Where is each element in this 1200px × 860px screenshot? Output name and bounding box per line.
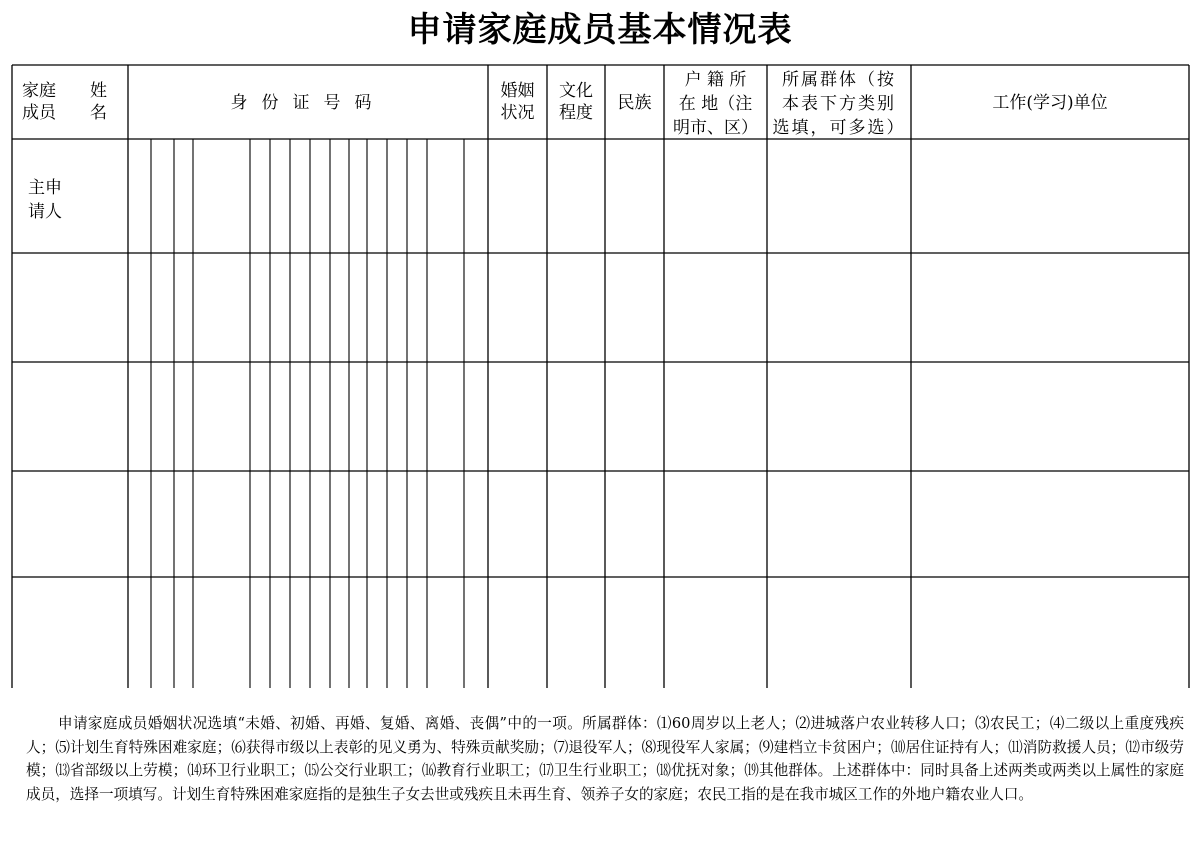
header-education-line-2: 程度 — [559, 103, 593, 123]
header-household-registration — [664, 68, 767, 140]
id-digit-cells — [151, 139, 464, 688]
header-marital-status — [488, 80, 547, 124]
header-education-line-1: 文化 — [559, 81, 593, 101]
header-education — [547, 80, 605, 124]
header-group-line-1: 所属群体（按 — [782, 70, 896, 90]
header-group-line-2: 本表下方类别 — [782, 94, 896, 114]
row-member-label-line-1: 主申 — [28, 178, 62, 198]
header-group — [767, 68, 911, 140]
header-member-line-1: 家庭 姓 — [22, 81, 107, 101]
header-work-unit: 工作(学习)单位 — [992, 93, 1108, 113]
row-member-label-line-2: 请人 — [28, 202, 62, 222]
header-member-name — [22, 80, 122, 124]
form-title: 申请家庭成员基本情况表 — [407, 10, 793, 50]
header-marital-line-1: 婚姻 — [500, 81, 535, 101]
header-group-line-3: 选填，可多选） — [772, 118, 906, 138]
header-member-line-2: 成员 名 — [22, 103, 107, 123]
header-id-number: 身份证号码 — [230, 93, 386, 113]
form-notes: 申请家庭成员婚姻状况选填“未婚、初婚、再婚、复婚、离婚、丧偶”中的一项。所属群体：⑴60周岁以上老人；⑵进城落户农业转移人口；⑶农民工；⑷二级以上重度残疾人；⑸计划生育特殊困难家庭；⑹获得市级以上表彰的见义勇为、特殊贡献奖励；⑺退役军人；⑻现役军人家属；⑼建档立卡贫困户；⑽居住证持有人；⑾消防救援人员；⑿市级劳模；⒀省部级以上劳模；⒁环卫行业职工；⒂公交行业职工；⒃教育行业职工；⒄卫生行业职工；⒅优抚对象；⒆其他群体。上述群体中：同时具备上述两类或两类以上属性的家庭成员，选择一项填写。计划生育特殊困难家庭指的是独生子女去世或残疾且未再生育、领养子女的家庭；农民工指的是在我市城区工作的外地户籍农业人口。 — [26, 715, 1184, 803]
header-household-line-2: 在 地（注 — [678, 94, 753, 114]
header-ethnicity: 民族 — [617, 93, 652, 113]
row-member-label — [28, 176, 88, 224]
header-household-line-1: 户 籍 所 — [684, 70, 747, 90]
header-household-line-3: 明市、区） — [673, 118, 758, 138]
header-marital-line-2: 状况 — [500, 103, 535, 123]
